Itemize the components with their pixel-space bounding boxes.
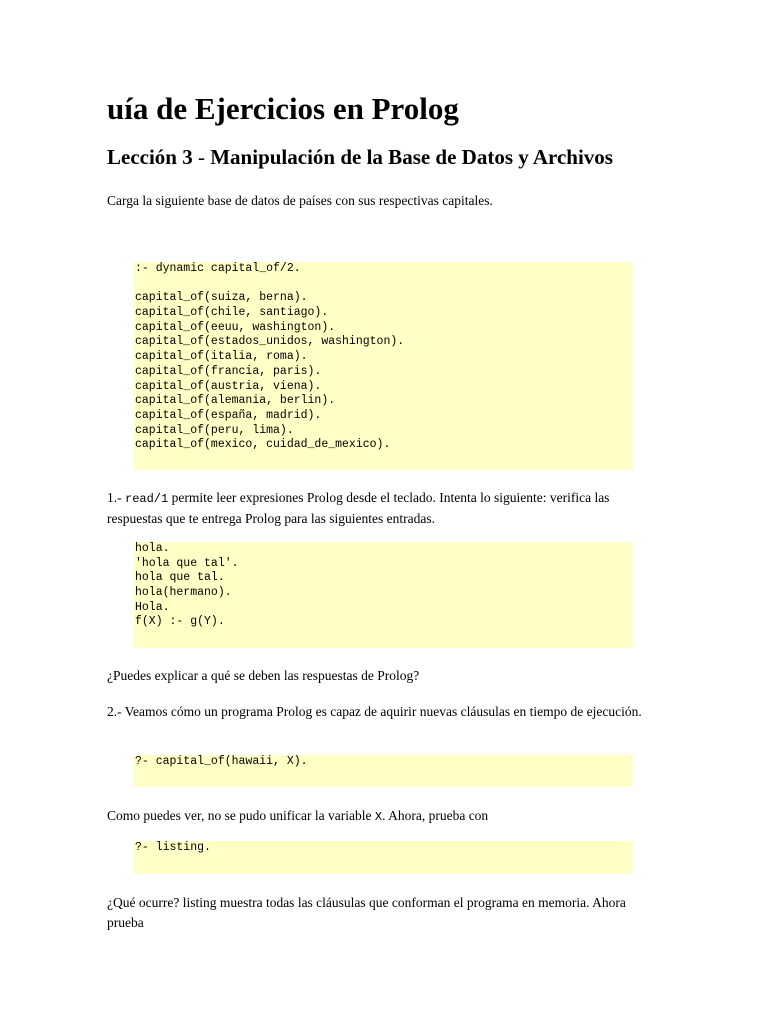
code-line: 'hola que tal'. [135,556,239,570]
exercise-2-paragraph: 2.- Veamos cómo un programa Prolog es capaz de aquirir nuevas cláusulas en tiempo de ejecución. [107,704,642,719]
unify-variable-code: X [374,810,383,824]
listing-paragraph: ¿Qué ocurre? listing muestra todas las cláusulas que conforman el programa en memoria. Ahora prueba [107,895,626,930]
code-line: capital_of(italia, roma). [135,350,308,364]
code-line: ?- capital_of(hawaii, X). [135,755,308,768]
code-line: ?- listing. [135,841,211,854]
unify-text-before: Como puedes ver, no se pudo unificar la variable [107,808,375,823]
exercise-1-prefix: 1.- [107,490,125,505]
code-line: capital_of(francia, paris). [135,364,322,378]
exercise-1-text: permite leer expresiones Prolog desde el teclado. Intenta lo siguiente: verifica las respuestas que te entrega Prolog para las siguientes entradas. [107,490,610,526]
code-line: capital_of(peru, lima). [135,423,294,437]
code-line: capital_of(españa, madrid). [135,408,322,422]
code-line: hola(hermano). [135,586,232,600]
code-line: capital_of(chile, santiago). [135,306,329,320]
lesson-topic: Manipulación de la Base de Datos y Archivos [210,145,613,169]
code-line: hola que tal. [135,571,225,585]
code-line: capital_of(estados_unidos, washington). [135,335,405,349]
code-block-inputs [134,542,633,648]
code-block-query-1 [134,755,633,787]
code-line: capital_of(austria, viena). [135,379,322,393]
code-line [135,277,633,292]
page-title: uía de Ejercicios en Prolog [107,91,459,126]
lesson-heading [107,146,613,169]
intro-paragraph: Carga la siguiente base de datos de países con sus respectivas capitales. [107,193,493,208]
exercise-1-code: read/1 [125,492,169,506]
code-line: f(X) :- g(Y). [135,615,225,629]
code-line: capital_of(eeuu, washington). [135,320,336,334]
unify-paragraph [107,806,652,827]
lesson-number: Lección 3 [107,145,193,169]
code-line: :- dynamic capital_of/2. [135,262,301,275]
question-1-paragraph: ¿Puedes explicar a qué se deben las respuestas de Prolog? [107,668,420,683]
code-line: capital_of(suiza, berna). [135,291,308,305]
code-block-query-2 [134,841,633,874]
code-line: capital_of(alemania, berlin). [135,394,336,408]
exercise-1-paragraph [107,488,652,529]
code-block-database [134,262,633,470]
code-line: capital_of(mexico, cuidad_de_mexico). [135,438,391,452]
code-line: hola. [135,542,170,555]
lesson-separator: - [192,145,211,169]
unify-text-after: . Ahora, prueba con [382,808,489,823]
code-line: Hola. [135,600,170,614]
